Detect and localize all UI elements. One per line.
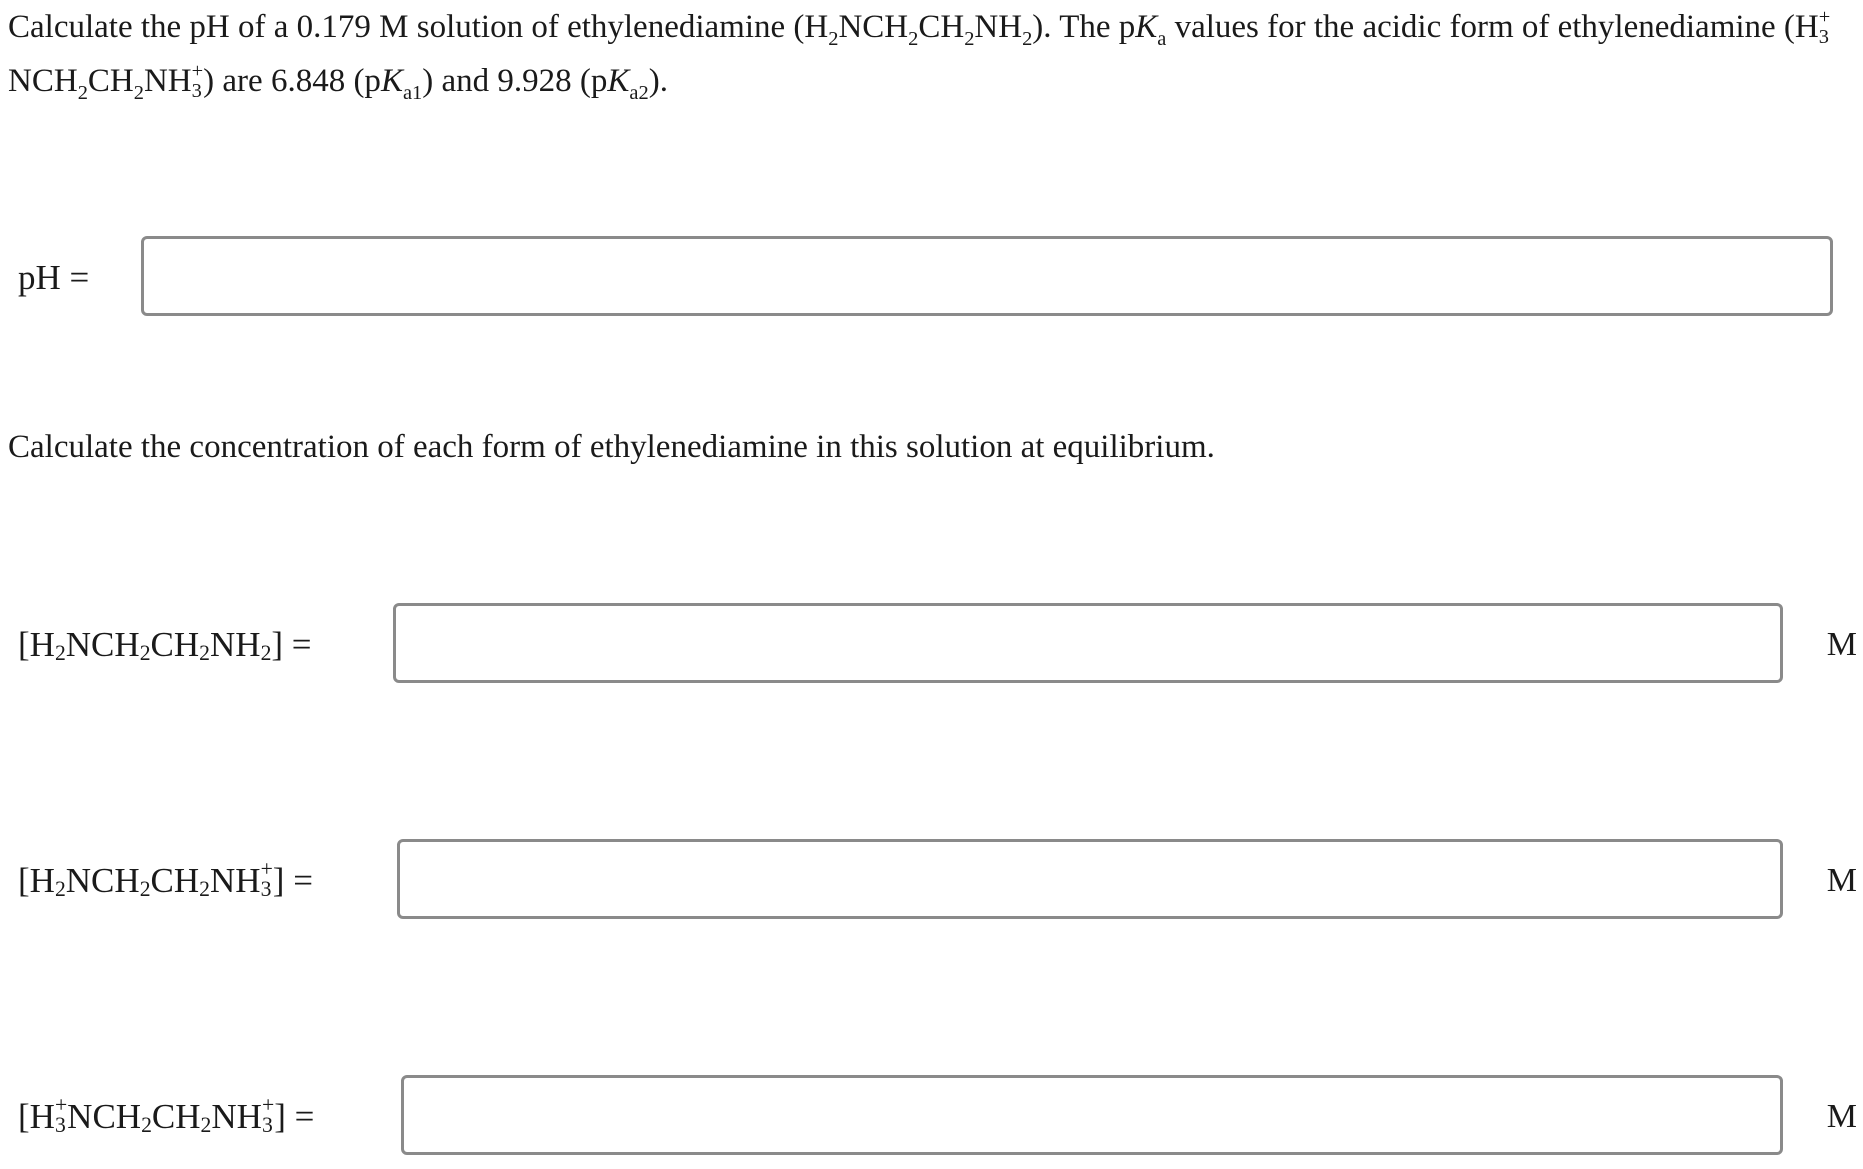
- concentration-question-text: Calculate the concentration of each form of ethylenediamine in this solution at equilibrium.: [8, 429, 1215, 465]
- neutral-form-unit: M: [1826, 626, 1857, 663]
- diprotonated-form-label: [ H + 3 NCH 2 CH 2 NH + 3 ] =: [18, 1092, 315, 1138]
- conc-row-monoprotonated: [0, 839, 1863, 923]
- ph-label: pH =: [18, 258, 90, 297]
- conc-row-diprotonated: [0, 1075, 1863, 1159]
- diprotonated-form-input[interactable]: [401, 1075, 1783, 1155]
- ph-row: [0, 236, 1863, 320]
- monoprotonated-form-label: [ H 2 NCH 2 CH 2 NH + 3 ] =: [18, 856, 313, 902]
- monoprotonated-form-input[interactable]: [397, 839, 1783, 919]
- conc-row-neutral: [0, 603, 1863, 687]
- ph-input[interactable]: [141, 236, 1833, 316]
- neutral-form-input[interactable]: [393, 603, 1783, 683]
- question-text: Calculate the pH of a 0.179 M solution of ethylenediamine $(H_2NCH_2CH_2NH_2)$. The $pK_a$ values for the acidic form of ethylenediamine (H + 3 $NCH_2CH_2NH$ + 3 ) are 6.848 $(pK_{a1})$ and 9.928 $(pK_{a2})$.: [8, 6, 1831, 104]
- diprotonated-form-unit: M: [1826, 1098, 1857, 1135]
- monoprotonated-form-unit: M: [1826, 862, 1857, 899]
- neutral-form-label: [ H 2 NCH 2 CH 2 NH 2 ] =: [18, 625, 312, 666]
